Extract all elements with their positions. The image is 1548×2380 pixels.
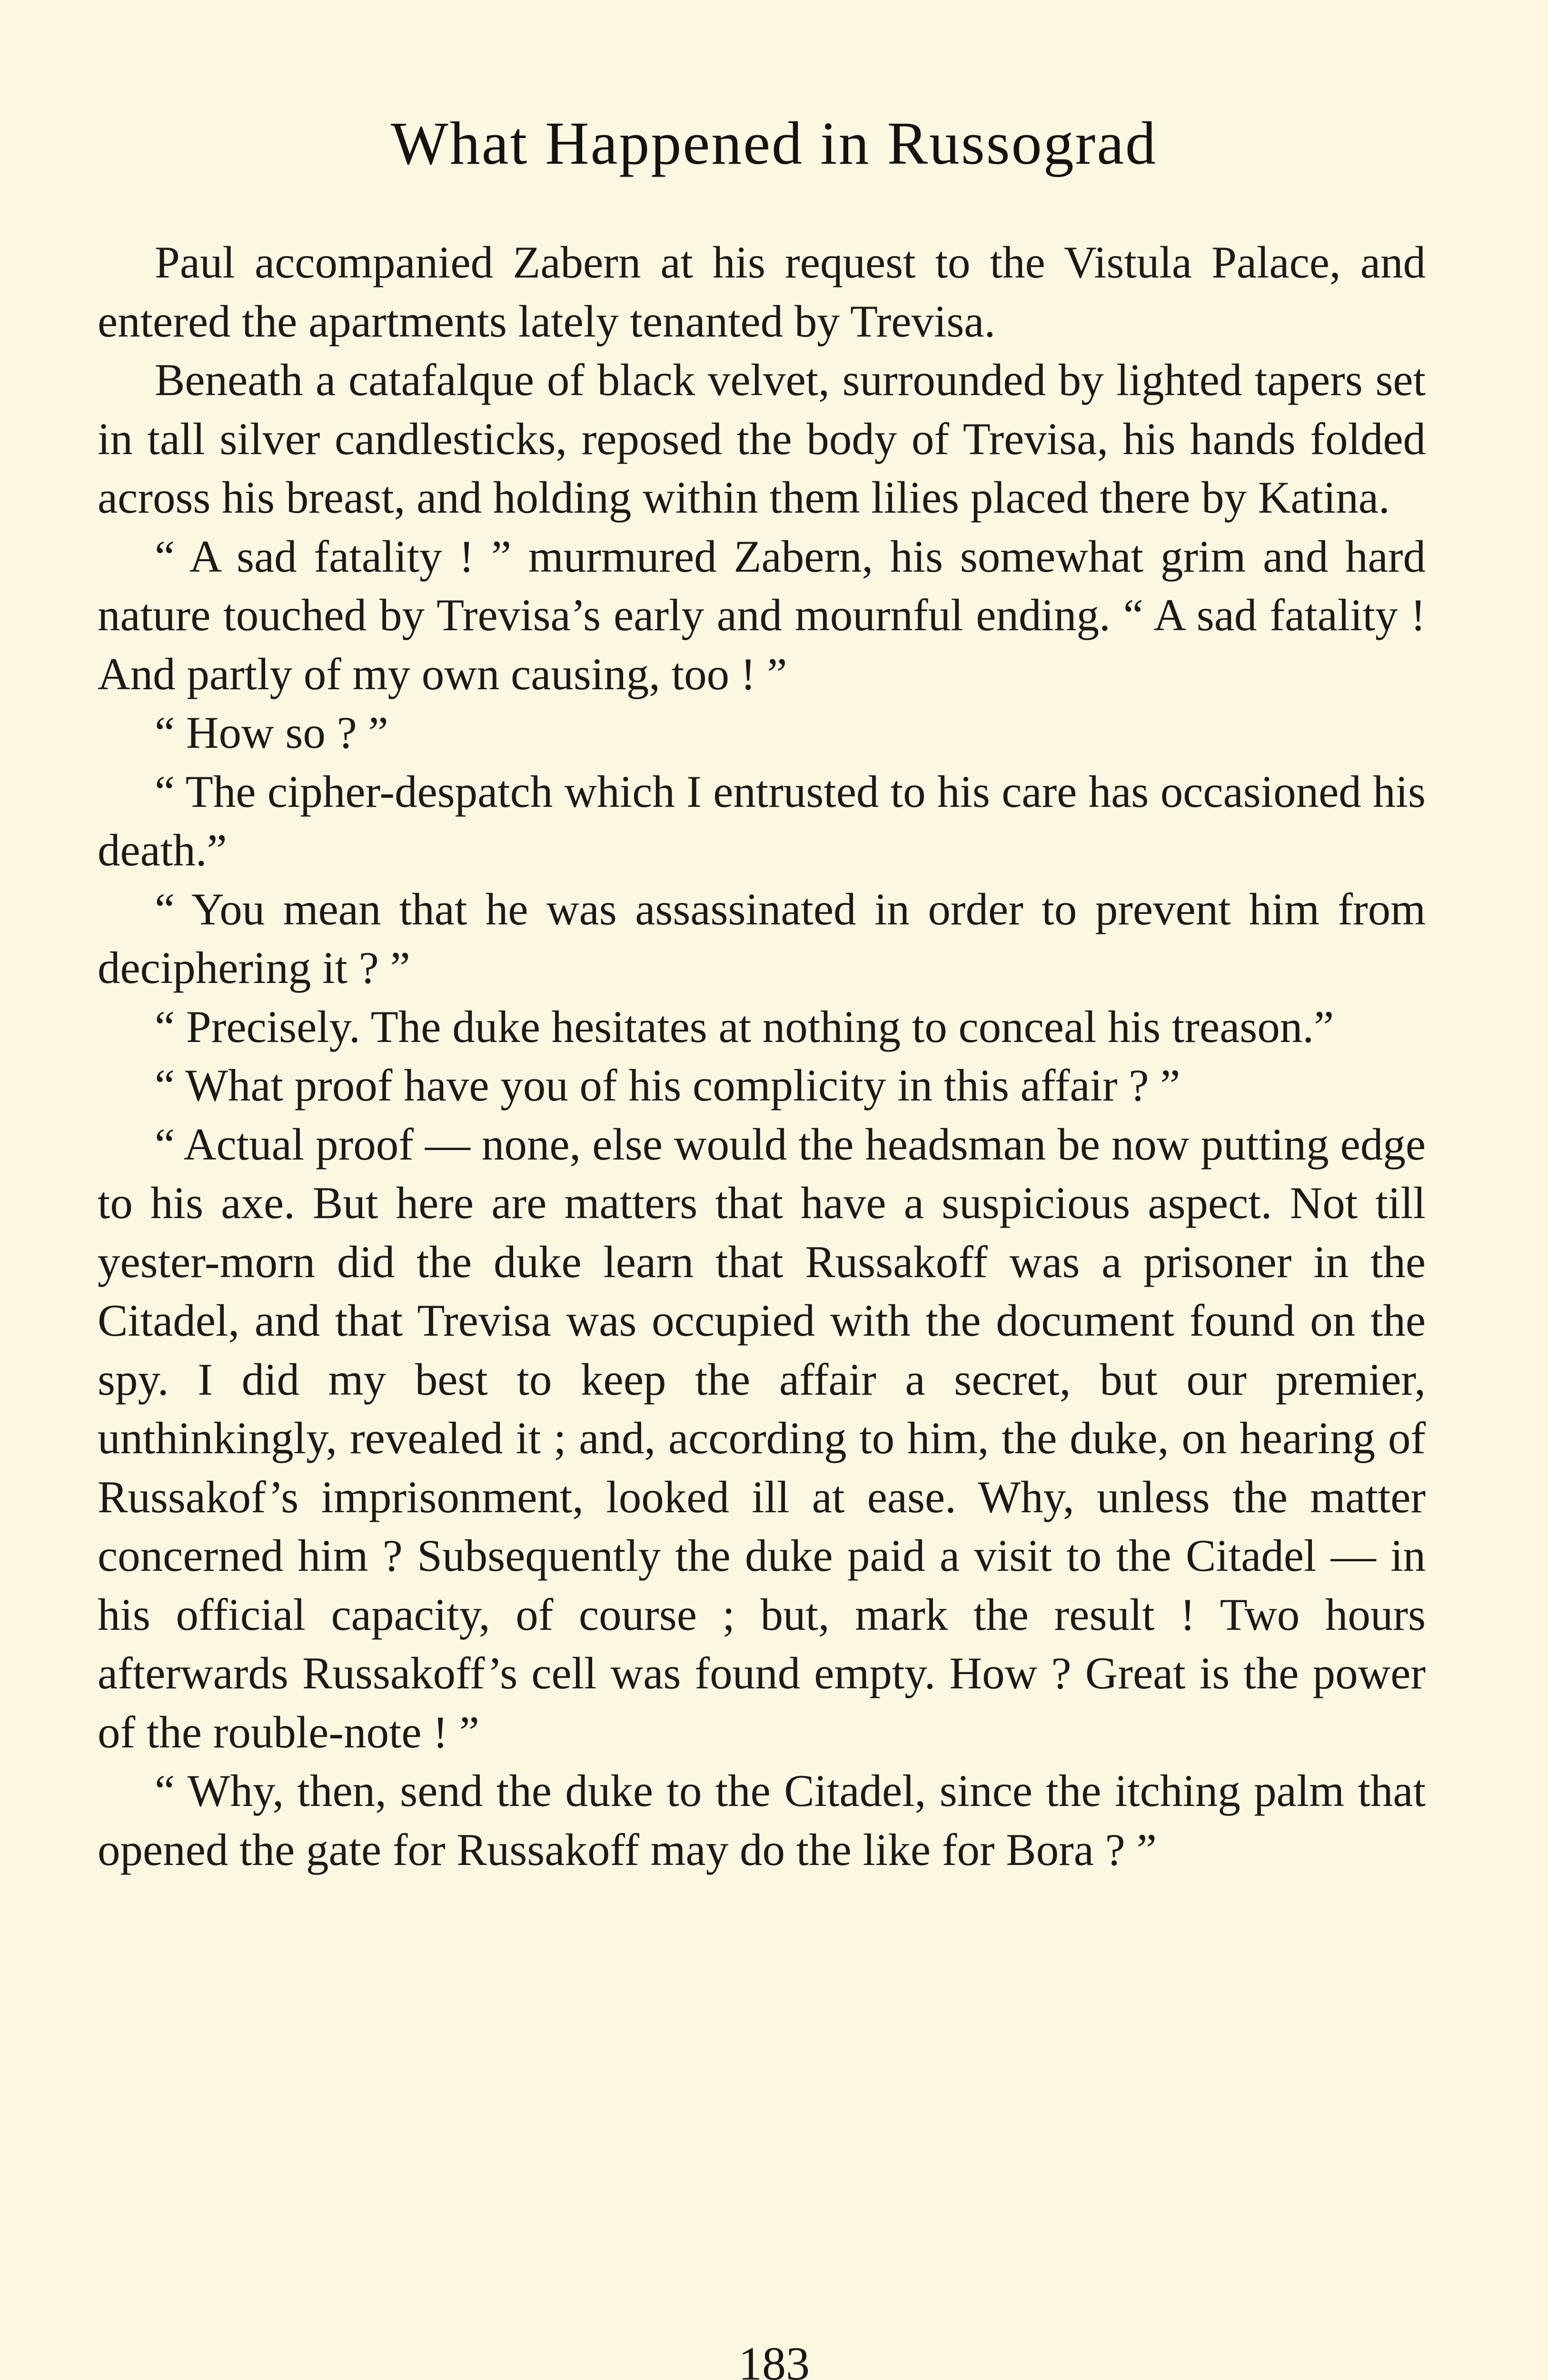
running-head: What Happened in Russograd <box>390 109 1158 177</box>
paragraph: Beneath a catafalque of black velvet, surrounded by lighted tapers set in tall silver candlesticks, reposed the body of Trevisa, his hands folded across his breast, and holding within them lilies placed there by Katina. <box>98 355 1426 523</box>
paragraph: “ Why, then, send the duke to the Citadel, since the itching palm that opened the gate for Russakoff may do the like for Bora ? ” <box>98 1765 1426 1875</box>
paragraph: “ A sad fatality ! ” murmured Zabern, his somewhat grim and hard nature touched by Trevisa’s early and mournful ending. “ A sad fatality ! And partly of my own causing, too ! ” <box>98 531 1426 699</box>
paragraph: Paul accompanied Zabern at his request to the Vistula Palace, and entered the apartments lately tenanted by Trevisa. <box>98 237 1426 347</box>
paragraph: “ Actual proof — none, else would the headsman be now putting edge to his axe. But here are matters that have a suspicious aspect. Not till yester-morn did the duke learn that Russakoff was a prisoner in the Citadel, and that Trevisa was occupied with the document found on the spy. I did my best to keep the affair a secret, but our premier, unthinkingly, revealed it ; and, according to him, the duke, on hearing of Russakof’s imprisonment, looked ill at ease. Why, unless the matter concerned him ? Subsequently the duke paid a visit to the Citadel — in his official capacity, of course ; but, mark the result ! Two hours afterwards Russakoff’s cell was found empty. How ? Great is the power of the rouble-note ! ” <box>98 1119 1426 1757</box>
paragraph: “ How so ? ” <box>155 707 388 758</box>
page-number: 183 <box>738 2337 810 2380</box>
paragraph: “ You mean that he was assassinated in order to prevent him from deciphering it ? ” <box>98 883 1426 993</box>
body-text <box>98 233 1426 1879</box>
paragraph: “ Precisely. The duke hesitates at nothing to conceal his treason.” <box>155 1001 1334 1052</box>
paragraph: “ What proof have you of his complicity in this affair ? ” <box>155 1060 1181 1111</box>
paragraph: “ The cipher-despatch which I entrusted to his care has occasioned his death.” <box>98 766 1426 875</box>
